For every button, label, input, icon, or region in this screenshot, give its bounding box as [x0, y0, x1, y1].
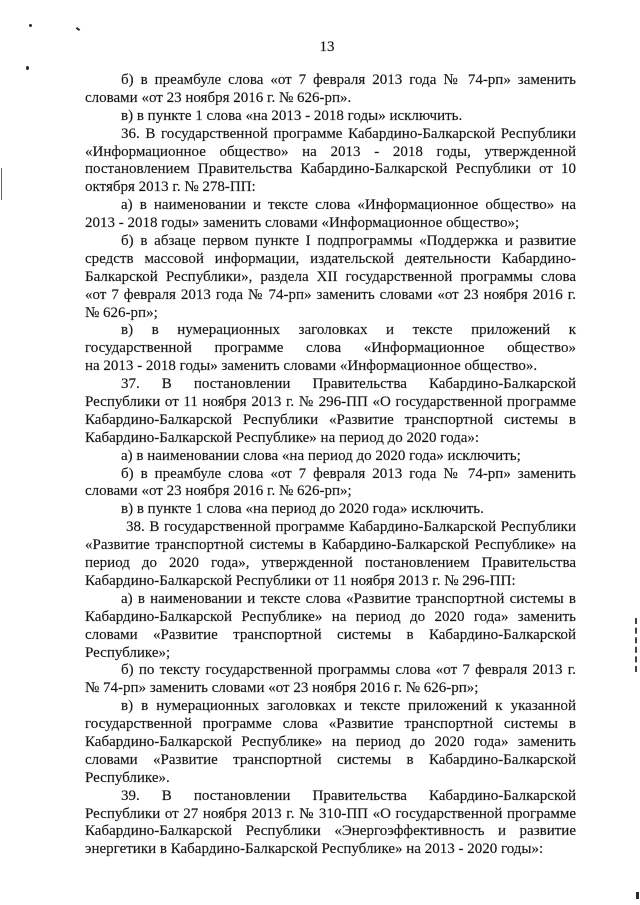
text-line: октября 2013 г. № 278-ПП: — [85, 179, 256, 196]
text-line: средств массовой информации, издательской деятельности Кабардино- — [85, 250, 576, 267]
text-line: Республике»; — [85, 644, 171, 661]
text-line: государственной программе слова «Информационное общество» — [85, 340, 576, 357]
text-line: б) в преамбуле слова «от 7 февраля 2013 года № 74-рп» заменить — [121, 72, 576, 88]
item-37 — [85, 376, 576, 448]
text-line: № 74-рп» заменить словами «от 23 ноября 2016 г. № 626-рп»; — [85, 680, 479, 697]
subitem-b-preamble — [85, 72, 576, 108]
subitem-b-preamble — [85, 466, 576, 502]
text-line: Балкарской Республики», раздела XII государственной программы слова — [85, 268, 576, 285]
text-line: в) в нумерационных заголовках и тексте приложений к указанной — [121, 698, 576, 715]
text-line: Кабардино-Балкарской Республики «Энергоэффективность и развитие — [85, 823, 576, 840]
text-line: «Развитие транспортной системы в Кабардино-Балкарской Республике» на — [85, 537, 576, 554]
text-line: Республики от 11 ноября 2013 г. № 296-ПП «О государственной программе — [85, 394, 576, 411]
scan-artifact — [29, 24, 32, 27]
scan-artifact — [76, 27, 80, 31]
text-line: Кабардино-Балкарской Республике» на период до 2020 года» заменить — [85, 733, 576, 750]
item-38 — [85, 519, 576, 591]
text-line: Республике». — [85, 769, 170, 786]
subitem-v-point-1 — [85, 501, 576, 519]
text-line: Республики от 27 ноября 2013 г. № 310-ПП «О государственной программе — [85, 805, 576, 822]
document-body — [85, 72, 576, 859]
text-line: постановлением Правительства Кабардино-Балкарской Республики от 10 — [85, 161, 576, 178]
text-line: словами «от 23 ноября 2016 г. № 626-рп». — [85, 89, 352, 106]
subitem-v-numbering-headers — [85, 698, 576, 787]
item-39 — [85, 788, 576, 860]
text-line: а) в наименовании и тексте слова «Информационное общество» на — [121, 197, 576, 214]
subitem-v-point-1 — [85, 108, 576, 126]
text-line: № 626-рп»; — [85, 304, 158, 321]
item-36 — [85, 126, 576, 198]
text-line: Кабардино-Балкарской Республики «Развитие транспортной системы в — [85, 411, 576, 428]
text-line: 36. В государственной программе Кабардино-Балкарской Республики — [121, 125, 576, 142]
subitem-a-title — [85, 448, 576, 466]
text-line: а) в наименовании и тексте слова «Развитие транспортной системы в — [121, 590, 576, 607]
text-line: Кабардино-Балкарской Республике» на период до 2020 года» заменить — [85, 608, 576, 625]
text-line: словами «от 23 ноября 2016 г. № 626-рп»; — [85, 483, 352, 500]
text-line: словами «Развитие транспортной системы в Кабардино-Балкарской — [85, 626, 576, 643]
text-line: «от 7 февраля 2013 года № 74-рп» заменить словами «от 23 ноября 2016 г. — [85, 286, 576, 303]
text-line: б) в преамбуле слова «от 7 февраля 2013 года № 74-рп» заменить — [121, 465, 576, 482]
text-line: «Информационное общество» на 2013 - 2018 годы, утвержденной — [85, 143, 576, 160]
text-line: б) в абзаце первом пункте I подпрограммы «Поддержка и развитие — [121, 233, 576, 250]
text-line: на 2013 - 2018 годы» заменить словами «Информационное общество». — [85, 358, 538, 375]
text-line: в) в нумерационных заголовках и тексте приложений к — [121, 322, 576, 339]
subitem-b-first-paragraph — [85, 233, 576, 322]
subitem-b-program-text — [85, 662, 576, 698]
text-line: 37. В постановлении Правительства Кабардино-Балкарской — [121, 376, 576, 393]
text-line: энергетики в Кабардино-Балкарской Республике» на 2013 - 2020 годы»: — [85, 841, 544, 858]
subitem-a-title-and-text — [85, 197, 576, 233]
scan-artifact — [635, 618, 637, 672]
text-line: 2013 - 2018 годы» заменить словами «Информационное общество»; — [85, 215, 520, 232]
text-line: б) по тексту государственной программы слова «от 7 февраля 2013 г. — [121, 662, 576, 679]
scan-artifact — [636, 892, 639, 899]
scan-artifact — [26, 66, 29, 70]
text-line: словами «Развитие транспортной системы в Кабардино-Балкарской — [85, 751, 576, 768]
subitem-a-title-and-text — [85, 591, 576, 663]
text-line: 38. В государственной программе Кабардино-Балкарской Республики — [126, 519, 576, 536]
subitem-v-numbering-headers — [85, 322, 576, 376]
text-line: а) в наименовании слова «на период до 2020 года» исключить; — [121, 447, 521, 464]
text-line: 39. В постановлении Правительства Кабардино-Балкарской — [121, 787, 576, 804]
text-line: в) в пункте 1 слова «на 2013 - 2018 годы» исключить. — [121, 107, 463, 124]
page-number: 13 — [319, 39, 335, 55]
scan-artifact — [1, 168, 2, 200]
text-line: в) в пункте 1 слова «на период до 2020 года» исключить. — [121, 501, 484, 518]
text-line: Кабардино-Балкарской Республике» на период до 2020 года»: — [85, 429, 480, 446]
text-line: период до 2020 года», утвержденной постановлением Правительства — [85, 555, 576, 572]
text-line: государственной программе слова «Развитие транспортной системы в — [85, 716, 576, 733]
text-line: Кабардино-Балкарской Республики от 11 ноября 2013 г. № 296-ПП: — [85, 572, 516, 589]
